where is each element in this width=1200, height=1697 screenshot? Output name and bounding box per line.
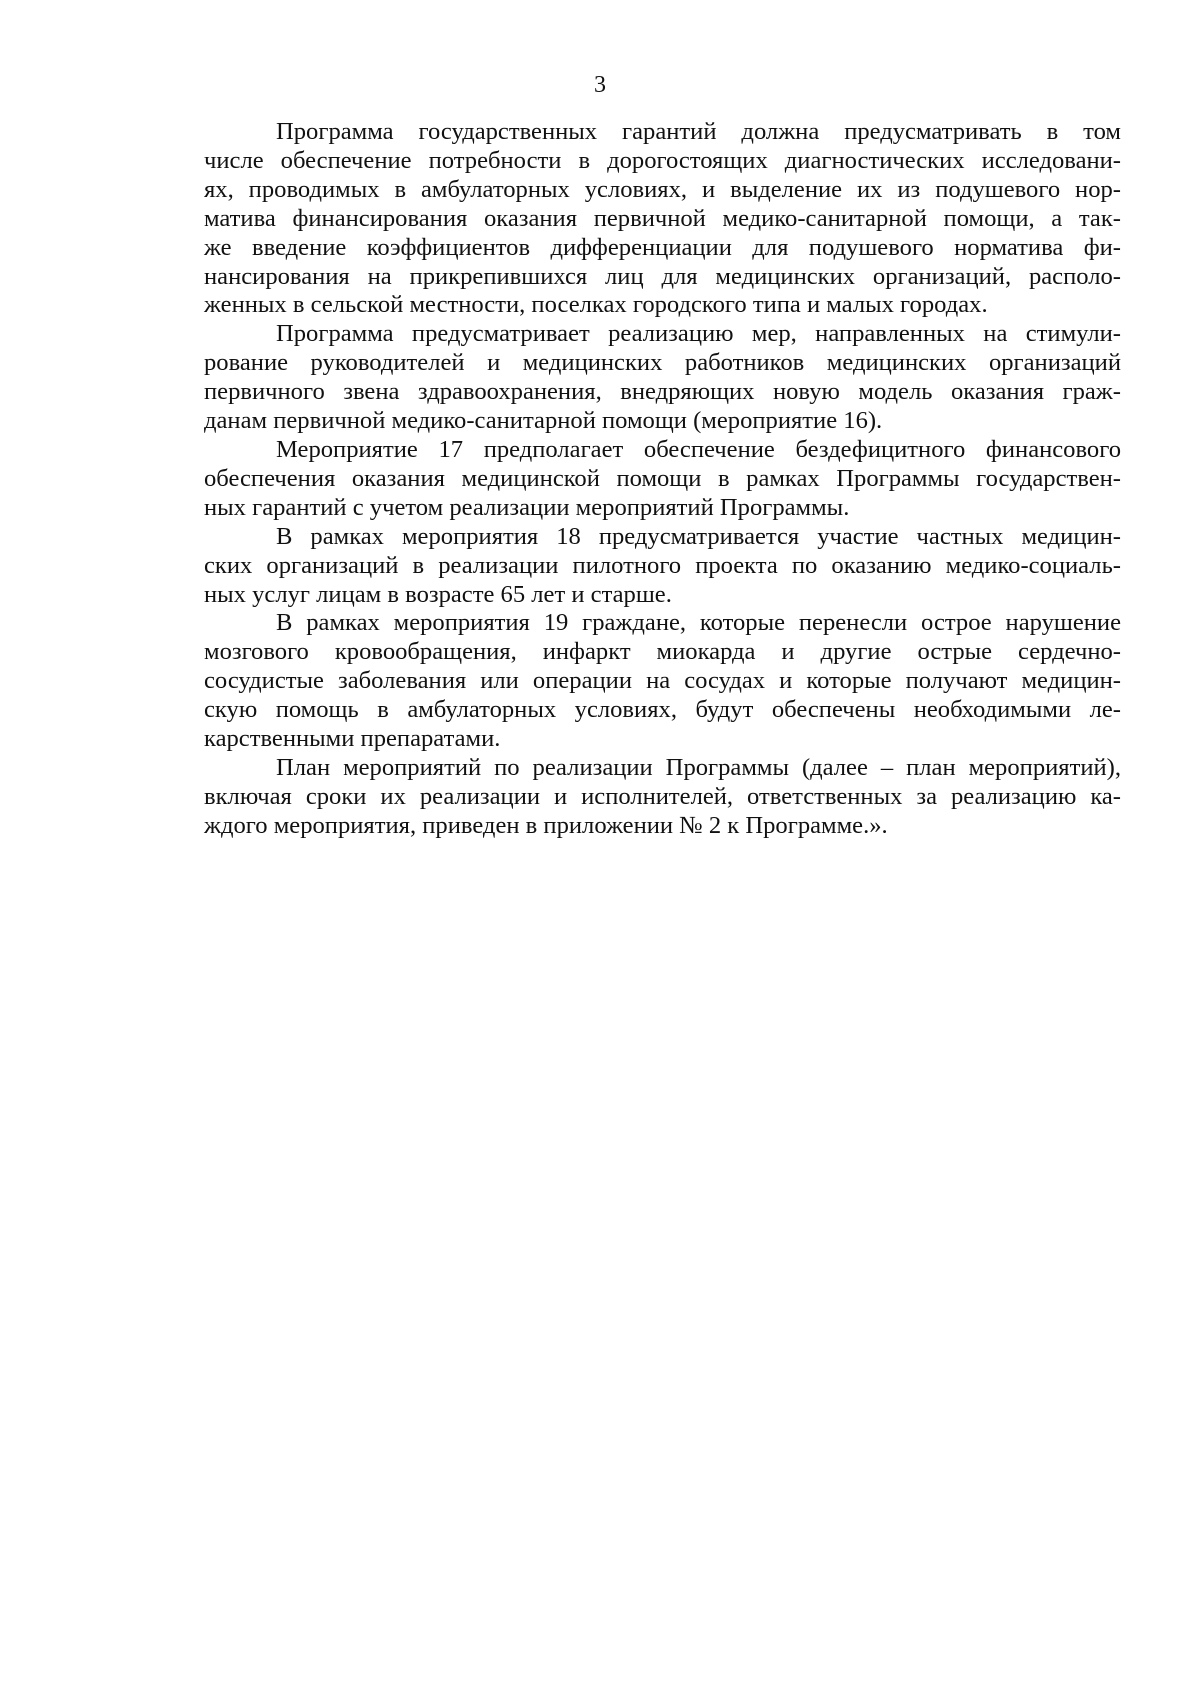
text-line: ских организаций в реализации пилотного проекта по оказанию медико-социаль- (204, 551, 1121, 579)
paragraph-5 (204, 609, 1121, 754)
text-line: ждого мероприятия, приведен в приложении № 2 к Программе.». (204, 811, 888, 839)
paragraph-3 (204, 436, 1121, 523)
text-line: ных услуг лицам в возрасте 65 лет и старше. (204, 580, 672, 608)
text-line: сосудистые заболевания или операции на сосудах и которые получают медицин- (204, 667, 1121, 695)
text-line: матива финансирования оказания первичной медико-санитарной помощи, а так- (204, 204, 1121, 232)
text-line: данам первичной медико-санитарной помощи (мероприятие 16). (204, 407, 883, 435)
paragraph-2 (204, 320, 1121, 436)
text-line: ных гарантий с учетом реализации мероприятий Программы. (204, 493, 850, 521)
text-line: включая сроки их реализации и исполнителей, ответственных за реализацию ка- (204, 782, 1121, 810)
text-line: скую помощь в амбулаторных условиях, будут обеспечены необходимыми ле- (204, 696, 1121, 724)
text-line: Программа предусматривает реализацию мер, направленных на стимули- (276, 320, 1121, 348)
paragraph-4 (204, 523, 1121, 610)
text-line: карственными препаратами. (204, 725, 501, 753)
paragraph-1 (204, 118, 1121, 320)
text-line: же введение коэффициентов дифференциации для подушевого норматива фи- (204, 233, 1121, 261)
text-line: числе обеспечение потребности в дорогостоящих диагностических исследовани- (204, 146, 1121, 174)
page-number: 3 (594, 72, 606, 98)
document-body (204, 118, 1121, 841)
text-line: первичного звена здравоохранения, внедряющих новую модель оказания граж- (204, 378, 1121, 406)
paragraph-6 (204, 754, 1121, 841)
text-line: ях, проводимых в амбулаторных условиях, и выделение их из подушевого нор- (204, 175, 1121, 203)
text-line: План мероприятий по реализации Программы (далее – план мероприятий), (276, 753, 1121, 781)
text-line: нансирования на прикрепившихся лиц для медицинских организаций, располо- (204, 262, 1121, 290)
text-line: рование руководителей и медицинских работников медицинских организаций (204, 349, 1121, 377)
text-line: женных в сельской местности, поселках городского типа и малых городах. (204, 291, 988, 319)
text-line: В рамках мероприятия 19 граждане, которые перенесли острое нарушение (276, 609, 1121, 637)
text-line: Мероприятие 17 предполагает обеспечение бездефицитного финансового (276, 435, 1121, 463)
text-line: мозгового кровообращения, инфаркт миокарда и другие острые сердечно- (204, 638, 1121, 666)
text-line: В рамках мероприятия 18 предусматривается участие частных медицин- (276, 522, 1121, 550)
text-line: Программа государственных гарантий должна предусматривать в том (276, 118, 1121, 145)
text-line: обеспечения оказания медицинской помощи в рамках Программы государствен- (204, 464, 1121, 492)
